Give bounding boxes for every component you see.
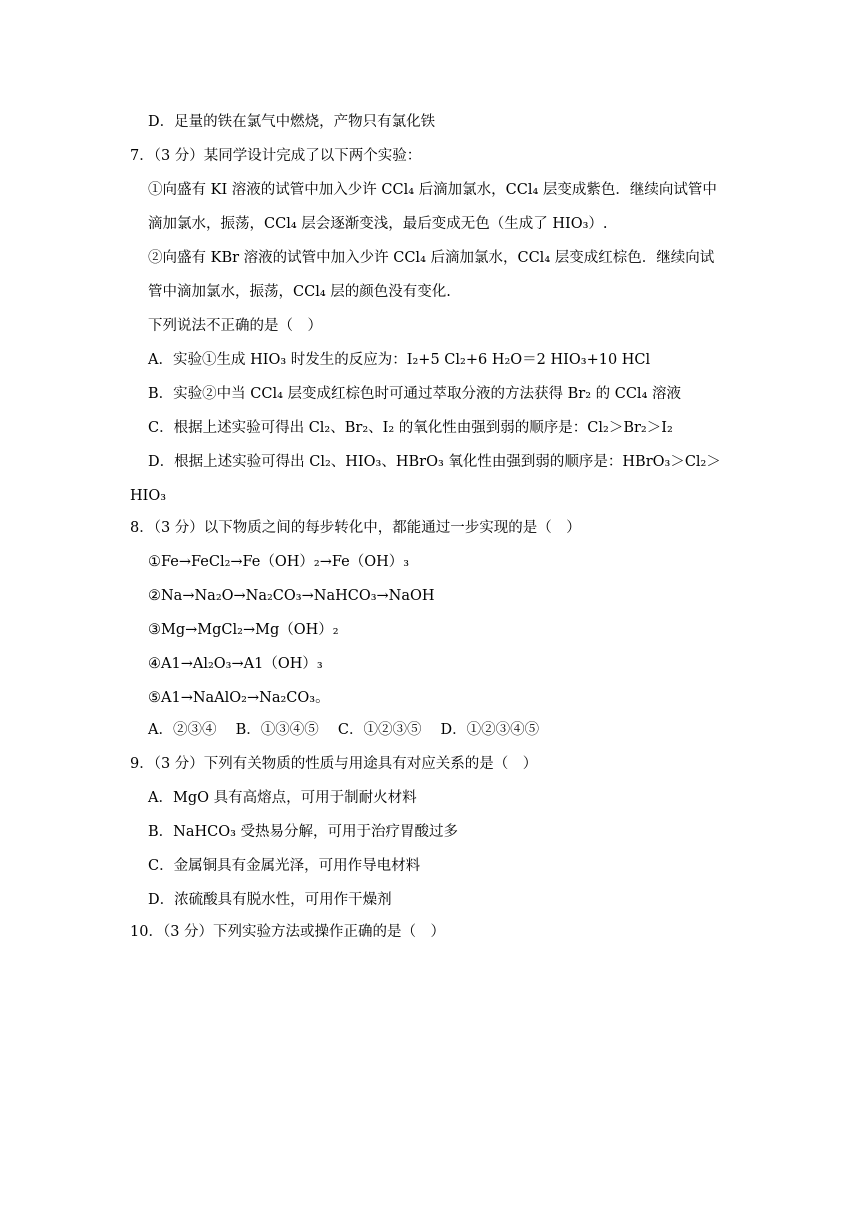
- q7-question: 下列说法不正确的是（ ）: [148, 318, 322, 334]
- q7-exp2-line1: ②向盛有 KBr 溶液的试管中加入少许 CCl₄ 后滴加氯水，CCl₄ 层变成红棕色．继续向试: [148, 250, 715, 266]
- q8-conversion-1: ①Fe→FeCl₂→Fe（OH）₂→Fe（OH）₃: [148, 554, 410, 570]
- q9-option-c: C．金属铜具有金属光泽，可用作导电材料: [148, 858, 421, 874]
- q8-conversion-2: ②Na→Na₂O→Na₂CO₃→NaHCO₃→NaOH: [148, 588, 435, 604]
- q7-option-d-line1: D．根据上述实验可得出 Cl₂、HIO₃、HBrO₃ 氧化性由强到弱的顺序是：HBrO₃＞Cl₂＞: [148, 454, 721, 470]
- q9-option-a: A．MgO 具有高熔点，可用于制耐火材料: [148, 790, 417, 806]
- q7-stem: 7．（3 分）某同学设计完成了以下两个实验：: [130, 148, 422, 164]
- q8-conversion-5: ⑤A1→NaAlO₂→Na₂CO₃。: [148, 690, 330, 706]
- q9-option-d: D．浓硫酸具有脱水性，可用作干燥剂: [148, 892, 392, 908]
- q9-stem: 9．（3 分）下列有关物质的性质与用途具有对应关系的是（ ）: [130, 756, 538, 772]
- q8-conversion-3: ③Mg→MgCl₂→Mg（OH）₂: [148, 622, 339, 638]
- q7-option-b: B．实验②中当 CCl₄ 层变成红棕色时可通过萃取分液的方法获得 Br₂ 的 CCl₄ 溶液: [148, 386, 681, 402]
- q7-option-c: C．根据上述实验可得出 Cl₂、Br₂、I₂ 的氧化性由强到弱的顺序是：Cl₂＞Br₂＞I₂: [148, 420, 673, 436]
- q10-stem: 10．（3 分）下列实验方法或操作正确的是（ ）: [130, 924, 446, 940]
- q9-option-b: B．NaHCO₃ 受热易分解，可用于治疗胃酸过多: [148, 824, 459, 840]
- q7-exp2-line2: 管中滴加氯水，振荡，CCl₄ 层的颜色没有变化.: [148, 284, 451, 300]
- q7-exp1-line1: ①向盛有 KI 溶液的试管中加入少许 CCl₄ 后滴加氯水，CCl₄ 层变成紫色．继续向试管中: [148, 182, 717, 198]
- q7-exp1-line2: 滴加氯水，振荡，CCl₄ 层会逐渐变浅，最后变成无色（生成了 HIO₃）.: [148, 216, 608, 232]
- q6-option-d: D．足量的铁在氯气中燃烧，产物只有氯化铁: [148, 114, 436, 130]
- q8-stem: 8．（3 分）以下物质之间的每步转化中，都能通过一步实现的是（ ）: [130, 520, 581, 536]
- q7-option-d-line2: HIO₃: [130, 488, 167, 504]
- q7-option-a: A．实验①生成 HIO₃ 时发生的反应为：I₂+5 Cl₂+6 H₂O＝2 HIO₃+10 HCl: [148, 352, 651, 368]
- q8-conversion-4: ④A1→Al₂O₃→A1（OH）₃: [148, 656, 323, 672]
- q8-options: A．②③④ B．①③④⑤ C．①②③⑤ D．①②③④⑤: [148, 722, 540, 738]
